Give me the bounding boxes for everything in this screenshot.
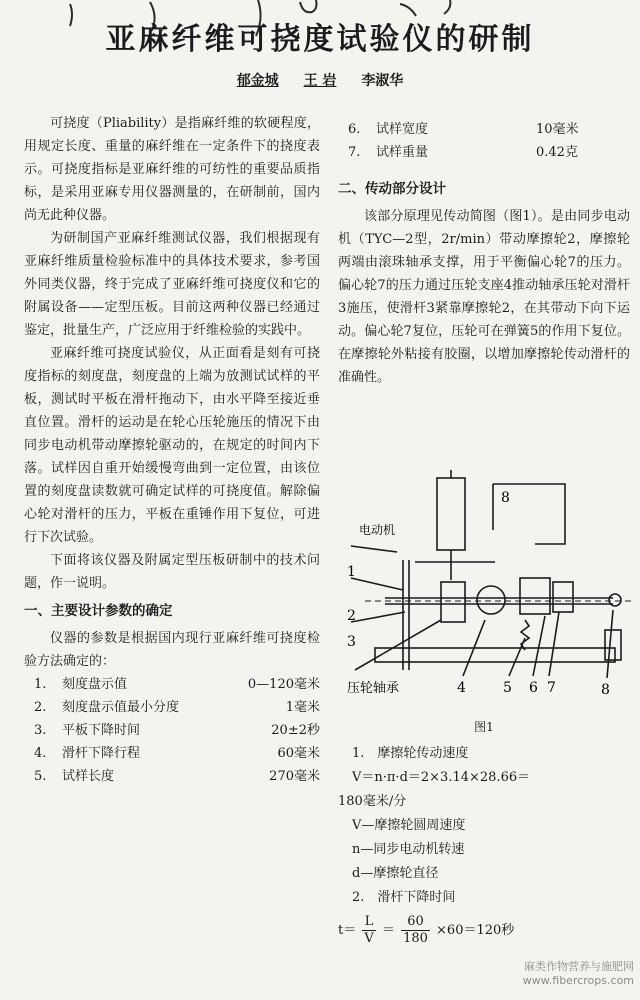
paragraph-principle: 亚麻纤维可挠度试验仪，从正面看是刻有可挠度指标的刻度盘，刻度盘的上端为放测试试样的平板，测试时平板在滑杆拖动下，由水平降至接近垂直位置。滑杆的运动是在轮心压轮施压的情况下由同步电动机带动摩擦轮驱动的，在规定的时间内下落。试样因自重开始缓慢弯曲到一定位置，由该位置的刻度盘读数就可确定试样的可挠度值。解除偏心轮对滑杆的压力，平板在重锤作用下复位，可进行下次试验。: [24, 346, 320, 545]
paragraph-definition: 可挠度（Pliability）是指麻纤维的软硬程度，用规定长度、重量的麻纤维在一定条件下的挠度表示。可挠度指标是亚麻纤维的可纺性的重要品质指标，是采用亚麻专用仪器测量的，在研制前，国内尚无此种仪器。: [24, 116, 320, 223]
author-1: 郁金城: [236, 73, 279, 89]
paper-title: 亚麻纤维可挠度试验仪的研制: [105, 22, 535, 57]
formula-block: [338, 742, 634, 947]
formula-time: t＝ $\frac{L}{V}$ ＝ $\frac{60}{180}$ ×60＝120秒: [338, 914, 515, 946]
formula-heading-time: 2. 滑杆下降时间: [352, 890, 456, 905]
param-row: 4. 滑杆下降行程 60毫米: [34, 746, 320, 761]
label-3: 3: [347, 634, 356, 650]
param-row: 3. 平板下降时间 20±2秒: [34, 723, 320, 738]
formula-heading-speed: 1. 摩擦轮传动速度: [352, 746, 469, 761]
label-6: 6: [529, 680, 538, 696]
definition-v: V—摩擦轮圆周速度: [352, 818, 466, 833]
paragraph-transmission: 该部分原理见传动简图（图1）。是由同步电动机（TYC—2型，2r/min）带动摩擦轮2，摩擦轮两端由滚珠轴承支撑，用于平衡偏心轮7的压力。偏心轮7的压力通过压轮支座4推动轴承压轮对滑杆3施压，使滑杆3紧靠摩擦轮2，在其带动下向下运动。偏心轮7复位，压轮可在弹簧5的作用下复位。在摩擦轮外粘接有胶圈，以增加摩擦轮传动滑杆的准确性。: [338, 209, 630, 385]
author-3: 李淑华: [361, 73, 404, 89]
param-row: 5. 试样长度 270毫米: [34, 769, 320, 784]
param-row: 7. 试样重量 0.42克: [348, 145, 578, 160]
label-8-top: 8: [501, 490, 510, 506]
label-2: 2: [347, 608, 356, 624]
label-4: 4: [457, 680, 466, 696]
left-column: [24, 112, 320, 788]
param-row: 6. 试样宽度 10毫米: [348, 122, 579, 137]
friction-wheel: [477, 586, 505, 614]
formula-speed: V＝n·π·d＝2×3.14×28.66＝: [352, 770, 531, 785]
section-heading-1: 一、主要设计参数的确定: [24, 603, 173, 619]
author-2: 王 岩: [303, 73, 337, 89]
definition-d: d—摩擦轮直径: [352, 866, 439, 881]
section-heading-2: 二、传动部分设计: [338, 181, 446, 197]
param-row: 2. 刻度盘示值最小分度 1毫米: [34, 700, 320, 715]
label-8: 8: [601, 682, 610, 698]
paragraph-params-intro: 仪器的参数是根据国内现行亚麻纤维可挠度检验方法确定的：: [24, 631, 320, 669]
label-7: 7: [547, 680, 556, 696]
formula-speed-result: 180毫米/分: [338, 794, 407, 809]
label-1: 1: [347, 564, 356, 580]
label-5: 5: [503, 680, 512, 696]
definition-n: n—同步电动机转速: [352, 842, 465, 857]
fraction-60-over-180: $\frac{60}{180}$: [403, 914, 428, 946]
param-row: 1. 刻度盘示值 0—120毫米: [34, 677, 320, 692]
eccentric-wheel: [609, 594, 621, 606]
paragraph-background: 为研制国产亚麻纤维测试仪器，我们根据现有亚麻纤维质量检验标准中的具体技术要求，参考国外同类仪器，终于完成了亚麻纤维可挠度仪和它的附属设备——定型压板。目前这两种仪器已经通过鉴定，批量生产，广泛应用于纤维检验的实践中。: [24, 231, 320, 338]
fraction-l-over-v: $\frac{L}{V}$: [364, 914, 374, 946]
right-column: [338, 118, 630, 389]
author-line: [0, 70, 640, 90]
figure-caption: 图1: [474, 720, 494, 734]
motor-shape: [437, 478, 465, 550]
transmission-diagram: [345, 470, 635, 710]
watermark: 麻类作物营养与施肥网 www.fibercrops.com: [522, 960, 634, 987]
label-pressure-bearing: 压轮轴承: [347, 681, 400, 696]
label-motor: 电动机: [359, 523, 396, 537]
param-list: [24, 673, 320, 788]
paragraph-intro-issues: 下面将该仪器及附属定型压板研制中的技术问题，作一说明。: [24, 553, 320, 591]
